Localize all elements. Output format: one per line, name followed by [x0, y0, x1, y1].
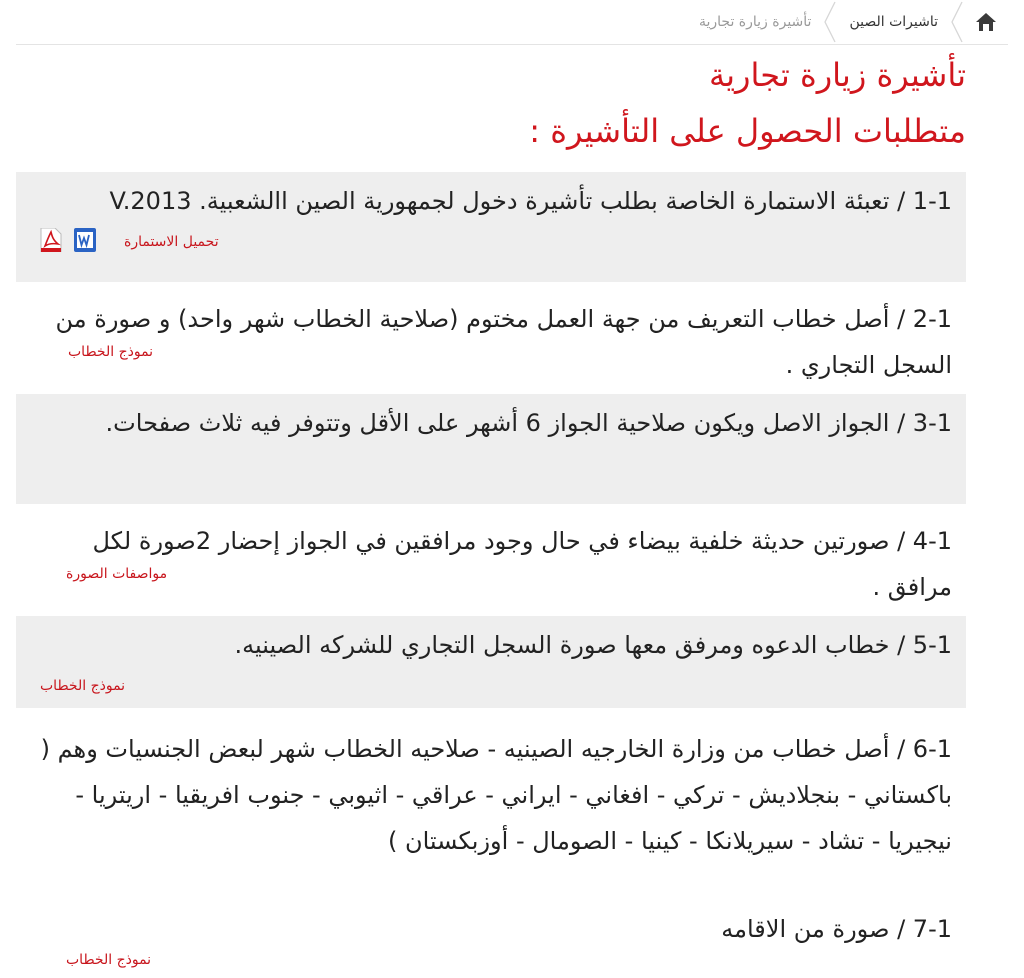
word-document-icon[interactable]	[74, 228, 96, 256]
requirement-text: 2-1 / أصل خطاب التعريف من جهة العمل مختوم (صلاحية الخطاب شهر واحد) و صورة من السجل التجاري .	[55, 305, 952, 379]
requirement-text: 4-1 / صورتين حديثة خلفية بيضاء في حال وجود مرافقين في الجواز إحضار 2صورة لكل مرافق .	[92, 527, 952, 601]
requirement-text: 7-1 / صورة من الاقامه	[721, 915, 952, 943]
breadcrumb-label: تأشيرة زيارة تجارية	[698, 14, 812, 30]
download-form-link[interactable]: تحميل الاستمارة	[124, 234, 219, 250]
breadcrumb	[16, 0, 1008, 45]
requirement-item-3	[16, 394, 966, 504]
file-icons	[40, 228, 96, 256]
letter-template-link[interactable]: نموذج الخطاب	[40, 678, 126, 694]
requirement-item-5	[16, 616, 966, 708]
requirement-item-1	[16, 172, 966, 282]
requirement-text: 1-1 / تعبئة الاستمارة الخاصة بطلب تأشيرة دخول لجمهورية الصين االشعبية. V.2013	[109, 187, 952, 215]
breadcrumb-separator-icon	[950, 0, 964, 44]
requirement-item-7	[16, 900, 966, 954]
breadcrumb-separator-icon	[823, 0, 837, 44]
requirement-text: 3-1 / الجواز الاصل ويكون صلاحية الجواز 6 أشهر على الأقل وتتوفر فيه ثلاث صفحات.	[105, 409, 952, 437]
requirement-text: 5-1 / خطاب الدعوه ومرفق معها صورة السجل التجاري للشركه الصينيه.	[234, 631, 952, 659]
letter-template-link[interactable]: نموذج الخطاب	[68, 344, 154, 360]
requirement-item-4	[16, 512, 966, 610]
breadcrumb-item-business-visa	[687, 0, 823, 44]
page-title: تأشيرة زيارة تجارية	[708, 56, 966, 94]
photo-specs-link[interactable]: مواصفات الصورة	[66, 566, 168, 582]
pdf-file-icon[interactable]	[40, 228, 62, 256]
requirement-text: 6-1 / أصل خطاب من وزارة الخارجيه الصينيه - صلاحيه الخطاب شهر لبعض الجنسيات وهم ( باكستاني - بنجلاديش - تركي - افغاني - ايراني - عراقي - اثيوبي - جنوب افريقيا - اريتريا - نيجيريا - تشاد - سيريلانكا - كينيا - الصومال - أوزبكستان )	[40, 735, 952, 855]
letter-template-link[interactable]: نموذج الخطاب	[66, 952, 152, 968]
breadcrumb-label[interactable]: تاشيرات الصين	[849, 14, 938, 30]
requirement-item-6	[16, 720, 966, 910]
breadcrumb-item-china-visas[interactable]	[837, 0, 950, 44]
home-icon[interactable]	[964, 0, 1008, 44]
requirements-heading: متطلبات الحصول على التأشيرة :	[529, 112, 966, 150]
requirement-item-2	[16, 290, 966, 388]
